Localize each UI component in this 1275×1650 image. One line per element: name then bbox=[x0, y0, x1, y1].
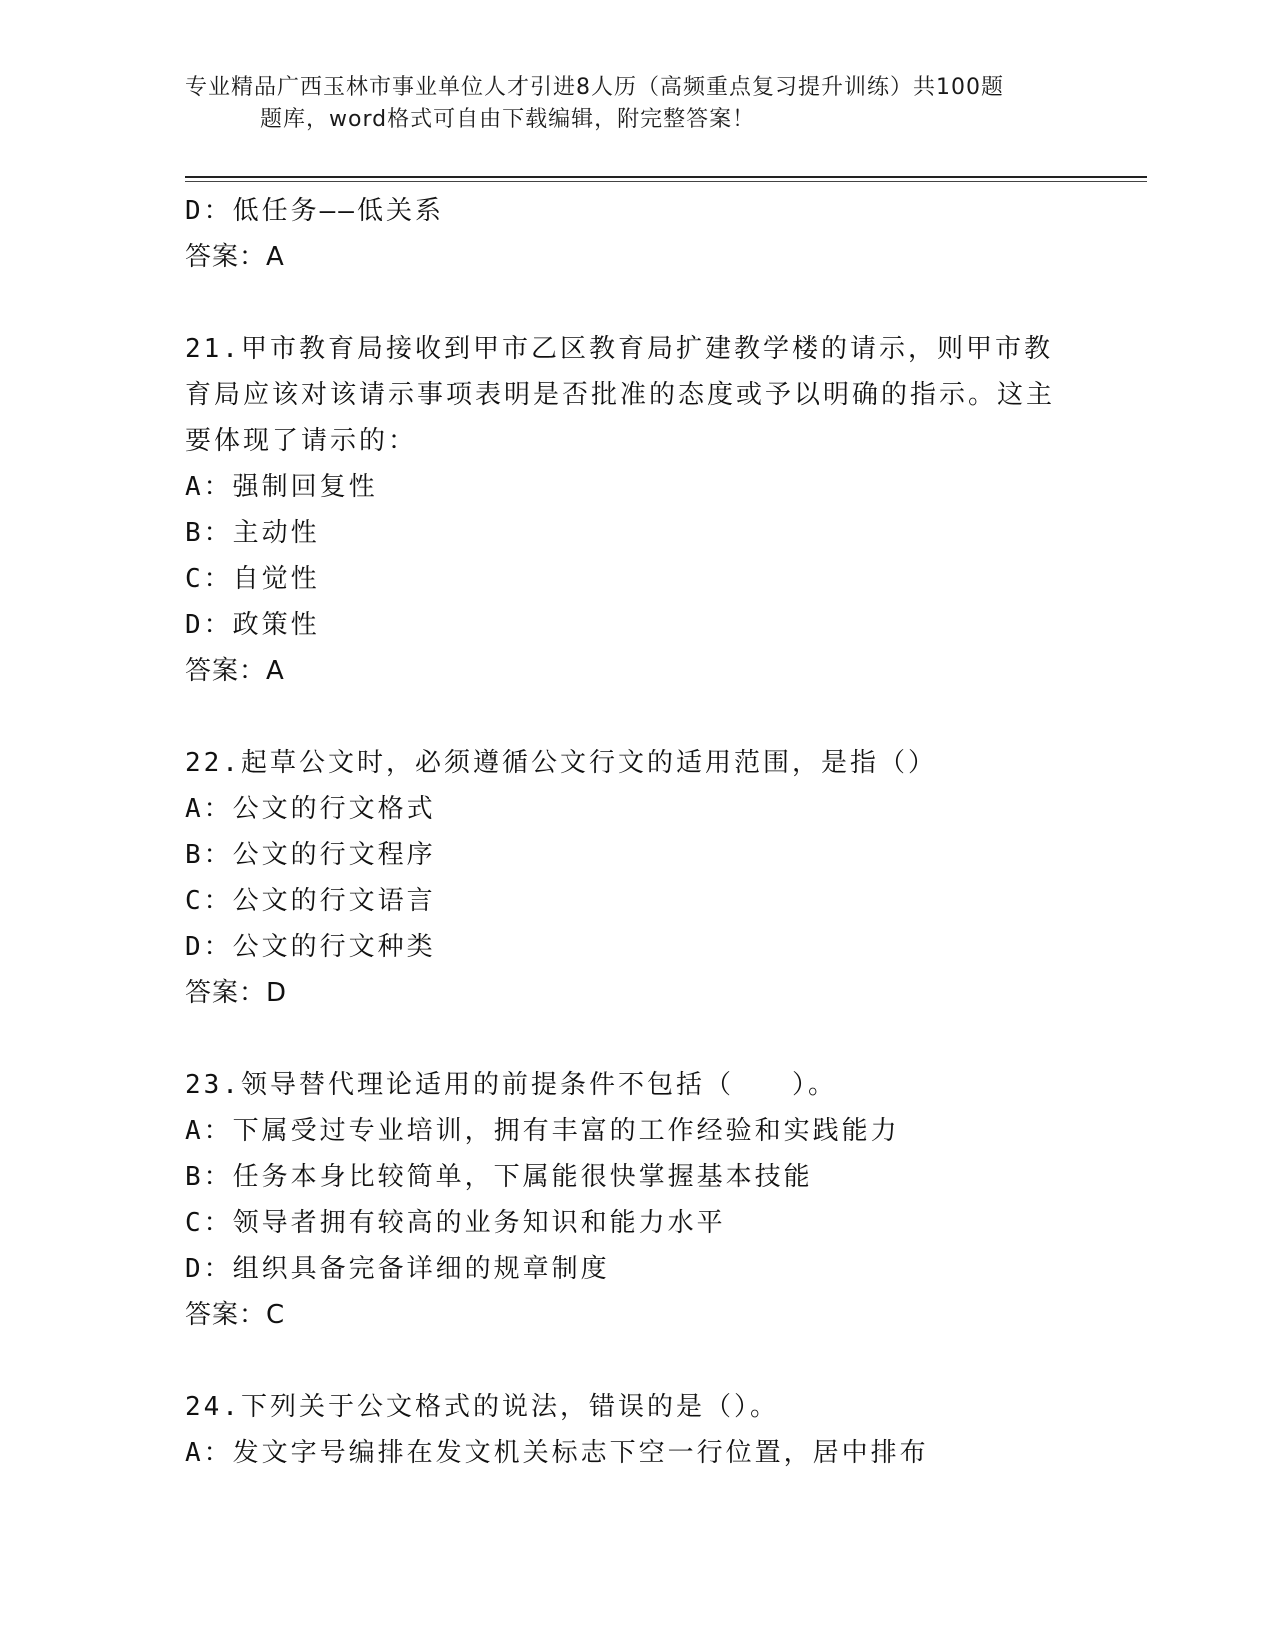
option-c: C：公文的行文语言 bbox=[185, 886, 436, 916]
question-24 bbox=[185, 1384, 1147, 1476]
question-23 bbox=[185, 1062, 1147, 1338]
option-a: A：公文的行文格式 bbox=[185, 794, 436, 824]
option-b: B：任务本身比较简单，下属能很快掌握基本技能 bbox=[185, 1162, 813, 1192]
option-c: C：自觉性 bbox=[185, 564, 320, 594]
option-c: C：领导者拥有较高的业务知识和能力水平 bbox=[185, 1208, 726, 1238]
option-a: A：下属受过专业培训，拥有丰富的工作经验和实践能力 bbox=[185, 1116, 900, 1146]
option-a: A：强制回复性 bbox=[185, 472, 378, 502]
question-text: 23.领导替代理论适用的前提条件不包括（ ）。 bbox=[185, 1070, 837, 1100]
answer-line: 答案：A bbox=[185, 242, 285, 272]
spacer bbox=[185, 280, 1147, 326]
header-title-line1: 专业精品广西玉林市事业单位人才引进8人历（高频重点复习提升训练）共100题 bbox=[185, 75, 1004, 100]
document-body bbox=[185, 188, 1147, 1476]
header-divider-thin bbox=[185, 181, 1147, 182]
answer-line: 答案：C bbox=[185, 1300, 286, 1330]
question-22 bbox=[185, 740, 1147, 1016]
header-divider-thick bbox=[185, 176, 1147, 178]
question-21 bbox=[185, 326, 1147, 694]
option-b: B：公文的行文程序 bbox=[185, 840, 436, 870]
question-text: 22.起草公文时，必须遵循公文行文的适用范围，是指（） bbox=[185, 748, 937, 778]
option-a: A：发文字号编排在发文机关标志下空一行位置，居中排布 bbox=[185, 1438, 929, 1468]
question-text: 21.甲市教育局接收到甲市乙区教育局扩建教学楼的请示，则甲市教育局应该对该请示事项表明是否批准的态度或予以明确的指示。这主要体现了请示的： bbox=[185, 334, 1056, 456]
page-header bbox=[185, 72, 1085, 136]
spacer bbox=[185, 694, 1147, 740]
option-d: D：低任务——低关系 bbox=[185, 196, 444, 226]
option-b: B：主动性 bbox=[185, 518, 320, 548]
question-text: 24.下列关于公文格式的说法，错误的是（）。 bbox=[185, 1392, 779, 1422]
answer-line: 答案：D bbox=[185, 978, 288, 1008]
answer-line: 答案：A bbox=[185, 656, 285, 686]
spacer bbox=[185, 1338, 1147, 1384]
option-d: D：组织具备完备详细的规章制度 bbox=[185, 1254, 610, 1284]
option-d: D：政策性 bbox=[185, 610, 320, 640]
spacer bbox=[185, 1016, 1147, 1062]
option-d: D：公文的行文种类 bbox=[185, 932, 436, 962]
header-title-line2: 题库，word格式可自由下载编辑，附完整答案！ bbox=[260, 107, 756, 132]
question-20-tail bbox=[185, 188, 1147, 280]
